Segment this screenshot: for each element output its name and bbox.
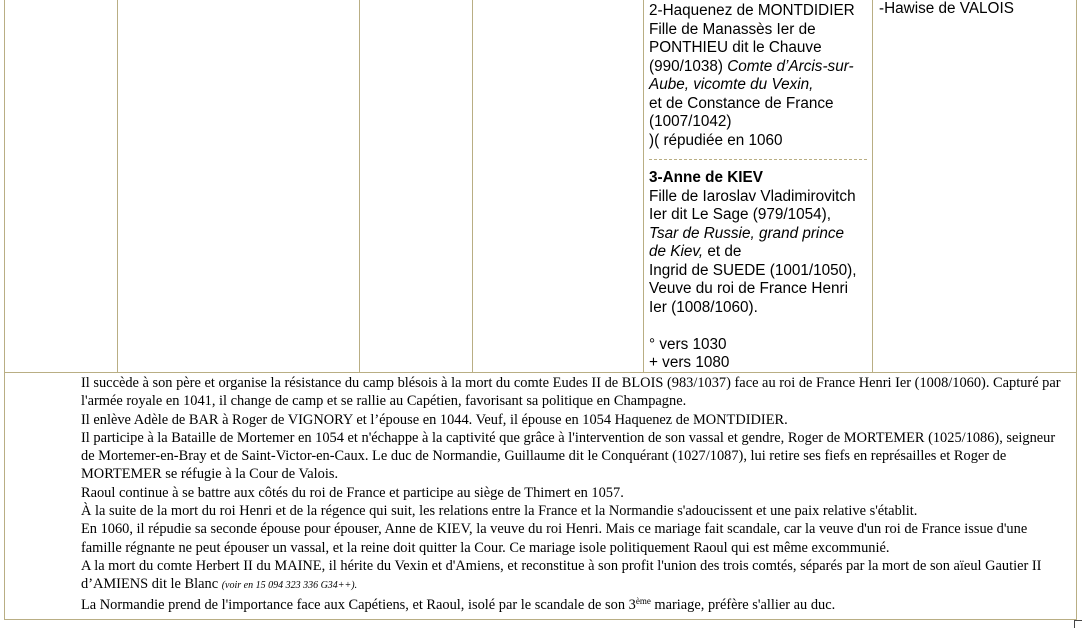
death-date: + vers 1080 — [649, 354, 730, 371]
spouse-2-line: (1007/1042) — [649, 113, 732, 130]
spouse-2-line: 2-Haquenez de MONTDIDIER — [649, 2, 855, 19]
paragraph: À la suite de la mort du roi Henri et de la régence qui suit, les relations entre la France et la Normandie s'adoucissent et une paix relative s'établit. — [81, 503, 918, 520]
spouses-cell — [649, 2, 871, 373]
spouse-2-line: (990/1038) Comte d’Arcis-sur- — [649, 57, 854, 75]
paragraph: A la mort du comte Herbert II du MAINE, il hérite du Vexin et d'Amiens, et reconstitue à son profit l'union des trois comtés, séparés par la mort de son aïeul Gautier II d’AMIENS dit le Blanc (voir en 15 094 323 336 G34++). — [81, 557, 1042, 593]
spouse-3-line: Ier (1008/1060). — [649, 298, 758, 316]
column-divider — [643, 0, 644, 372]
paragraph: Raoul continue à se battre aux côtés du roi de France et participe au siège de Thimert en 1057. — [81, 484, 624, 501]
page-corner-mark — [1074, 620, 1082, 628]
spouse-3-line: Ier dit Le Sage (979/1054), — [649, 206, 831, 223]
row-divider — [4, 372, 1077, 373]
spouse-2-line: et de Constance de France — [649, 94, 834, 112]
spouse-2-line: )( répudiée en 1060 — [649, 131, 783, 149]
biography-text — [81, 374, 1071, 614]
column-divider — [472, 0, 473, 372]
paragraph: Il enlève Adèle de BAR à Roger de VIGNORY et l’épouse en 1044. Veuf, il épouse en 1054 Haquenez de MONTDIDIER. — [81, 411, 788, 428]
spouse-2-line: Aube, vicomte du Vexin, — [649, 76, 814, 93]
spouse-3-line: Tsar de Russie, grand prince — [649, 224, 844, 242]
paragraph: Il participe à la Bataille de Mortemer en 1054 et n'échappe à la captivité que grâce à l'intervention de son vassal et gendre, Roger de MORTEMER (1025/1086), seigneur de Mortemer-en-Bray et de Saint-Victor-en-Caux. Le duc de Normandie, Guillaume dit le Conquérant (1027/1087), lui retire ses fiefs en représailles et Roger de MORTEMER se réfugie à la Cour de Valois. — [81, 429, 1056, 483]
spouse-2-line: Fille de Manassès Ier de — [649, 20, 816, 38]
column-divider — [117, 0, 118, 372]
spouse-2-line: PONTHIEU dit le Chauve — [649, 39, 822, 56]
spouse-3-title: 3-Anne de KIEV — [649, 169, 763, 186]
spouse-3-line: Veuve du roi de France Henri — [649, 280, 848, 297]
paragraph: La Normandie prend de l'importance face aux Capétiens, et Raoul, isolé par le scandale de son 3ème mariage, préfère s'allier au duc. — [81, 595, 836, 613]
dashed-separator — [649, 159, 867, 160]
paragraph: En 1060, il répudie sa seconde épouse pour épouser, Anne de KIEV, la veuve du roi Henri. Mais ce mariage fait scandale, car la veuve d'un roi de France issue d'une famille régnante ne peut épouser un vassal, et la reine doit quitter la Cour. Ce mariage isole politiquement Raoul qui est même excommunié. — [81, 521, 1028, 556]
column-divider — [359, 0, 360, 372]
spouse-3-line: Fille de Iaroslav Vladimirovitch — [649, 187, 856, 205]
spouse-3-line: Ingrid de SUEDE (1001/1050), — [649, 261, 857, 279]
birth-date: ° vers 1030 — [649, 335, 727, 353]
paragraph: Il succède à son père et organise la résistance du camp blésois à la mort du comte Eudes II de BLOIS (983/1037) face au roi de France Henri Ier (1008/1060). Capturé par l'armée royale en 1041, il change de camp et se rallie au Capétien, favorisant sa politique en Champagne. — [81, 375, 1061, 410]
spouse-3-line: de Kiev, et de — [649, 243, 742, 260]
children-cell — [879, 0, 1069, 19]
child-name: -Hawise de VALOIS — [879, 0, 1014, 17]
column-divider — [872, 0, 873, 372]
reference-note: (voir en 15 094 323 336 G34++). — [221, 580, 358, 592]
